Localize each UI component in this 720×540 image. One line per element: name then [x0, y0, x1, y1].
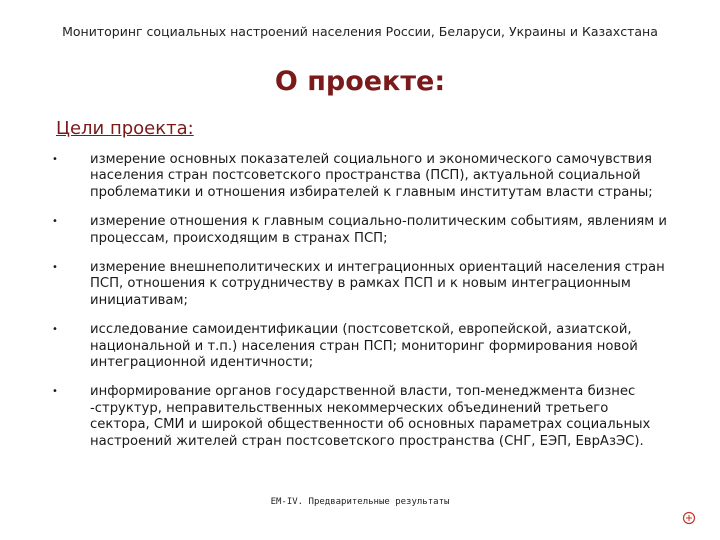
section-subtitle: Цели проекта: [56, 118, 194, 139]
list-item-text: измерение основных показателей социального и экономического самочувствия населения стран постсоветского пространства (ПСП), актуальной социальной проблематики и отношения избирателей к главным институтам власти страны; [90, 152, 653, 200]
list-item-text: измерение внешнеполитических и интеграционных ориентаций населения стран ПСП, отношения к сотрудничеству в рамках ПСП и к новым интеграционным инициативам; [90, 260, 665, 308]
slide-title: О проекте: [274, 66, 446, 97]
list-item-text: исследование самоидентификации (постсоветской, европейской, азиатской, национальной и т.п.) населения стран ПСП; мониторинг формирования новой интеграционной идентичности; [90, 322, 638, 371]
bullet-icon: • [52, 216, 58, 228]
bullet-icon: • [52, 386, 58, 398]
goals-list [52, 152, 672, 450]
bullet-icon: • [52, 262, 58, 274]
bullet-icon: • [52, 324, 58, 336]
list-item [52, 152, 672, 201]
slide-footer: EM-IV. Предварительные результаты [270, 497, 450, 507]
list-item-text: измерение отношения к главным социально-политическим событиям, явлениям и процессам, происходящим в странах ПСП; [90, 214, 667, 246]
list-item [52, 260, 672, 309]
list-item [52, 384, 672, 450]
corner-logo-icon [682, 510, 696, 524]
list-item-text: информирование органов государственной власти, топ-менеджмента бизнес -структур, неправительственных некоммерческих объединений третьего сектора, СМИ и широкой общественности об основных параметрах социальных настроений жителей стран постсоветского пространства (СНГ, ЕЭП, ЕврАзЭС). [90, 384, 651, 449]
bullet-icon: • [52, 154, 58, 165]
list-item [52, 322, 672, 371]
list-item [52, 214, 672, 247]
presentation-header: Мониторинг социальных настроений населения России, Беларуси, Украины и Казахстана [62, 24, 658, 39]
